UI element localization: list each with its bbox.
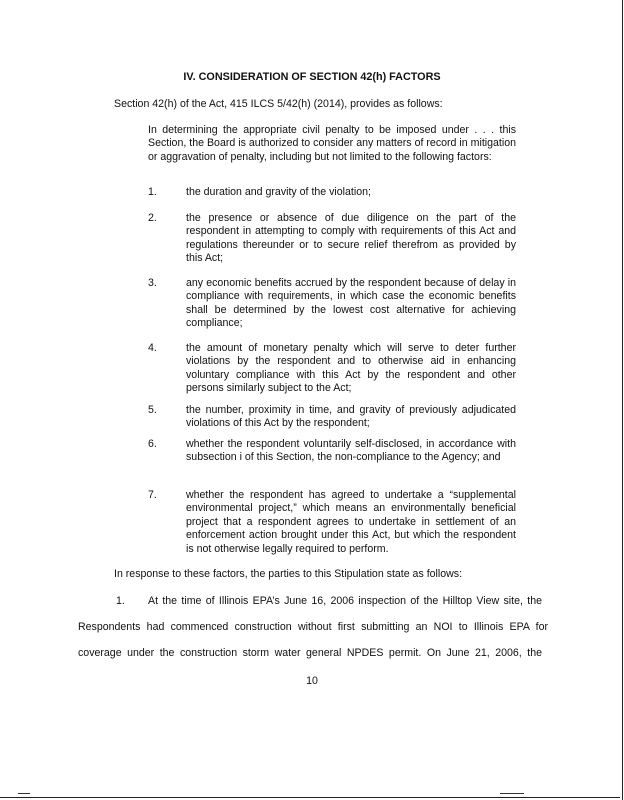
factor-text: the number, proximity in time, and gravity of previously adjudicated violations of this Act by the respondent; <box>186 404 516 430</box>
factor-number: 1. <box>148 186 157 198</box>
scan-mark <box>500 793 524 794</box>
scan-border-bottom <box>0 797 620 798</box>
factor-number: 5. <box>148 404 157 416</box>
factor-text: the presence or absence of due diligence on the part of the respondent in attempting to comply with requirements of this Act and regulations thereunder or to secure relief therefrom as provided by this Act; <box>186 212 516 265</box>
factor-text: the duration and gravity of the violation; <box>186 186 371 198</box>
factor-text: whether the respondent voluntarily self-disclosed, in accordance with subsection i of this Section, the non-compliance to the Agency; and <box>186 438 516 464</box>
factor-number: 7. <box>148 489 157 501</box>
paragraph-line: coverage under the construction storm water general NPDES permit. On June 21, 2006, the <box>78 647 542 659</box>
factor-number: 4. <box>148 342 157 354</box>
section-heading: IV. CONSIDERATION OF SECTION 42(h) FACTORS <box>183 71 441 83</box>
scan-mark <box>18 793 30 794</box>
paragraph-line: Respondents had commenced construction without first submitting an NOI to Illinois EPA for <box>78 621 548 633</box>
paragraph-number: 1. <box>116 595 125 607</box>
factor-number: 3. <box>148 277 157 289</box>
factor-text: the amount of monetary penalty which will serve to deter further violations by the respondent and to otherwise aid in enhancing voluntary compliance with this Act by the respondent and other persons similarly subject to the Act; <box>186 342 516 395</box>
factor-text: any economic benefits accrued by the respondent because of delay in compliance with requirements, in which case the economic benefits shall be determined by the lowest cost alternative for achieving compliance; <box>186 277 516 330</box>
scan-border-right <box>622 0 623 800</box>
quoted-statute-intro: In determining the appropriate civil penalty to be imposed under . . . this Section, the Board is authorized to consider any matters of record in mitigation or aggravation of penalty, including but not limited to the following factors: <box>148 124 516 163</box>
response-sentence: In response to these factors, the parties to this Stipulation state as follows: <box>114 568 463 580</box>
paragraph-line: At the time of Illinois EPA’s June 16, 2006 inspection of the Hilltop View site, the <box>148 595 542 607</box>
intro-sentence: Section 42(h) of the Act, 415 ILCS 5/42(h) (2014), provides as follows: <box>114 98 443 110</box>
page-number: 10 <box>306 675 318 687</box>
factor-text: whether the respondent has agreed to undertake a “supplemental environmental project,” which means an environmentally beneficial project that a respondent agrees to undertake in settlement of an enforcement action brought under this Act, but which the respondent is not otherwise legally required to perform. <box>186 489 516 555</box>
factor-number: 6. <box>148 438 157 450</box>
factor-number: 2. <box>148 212 157 224</box>
